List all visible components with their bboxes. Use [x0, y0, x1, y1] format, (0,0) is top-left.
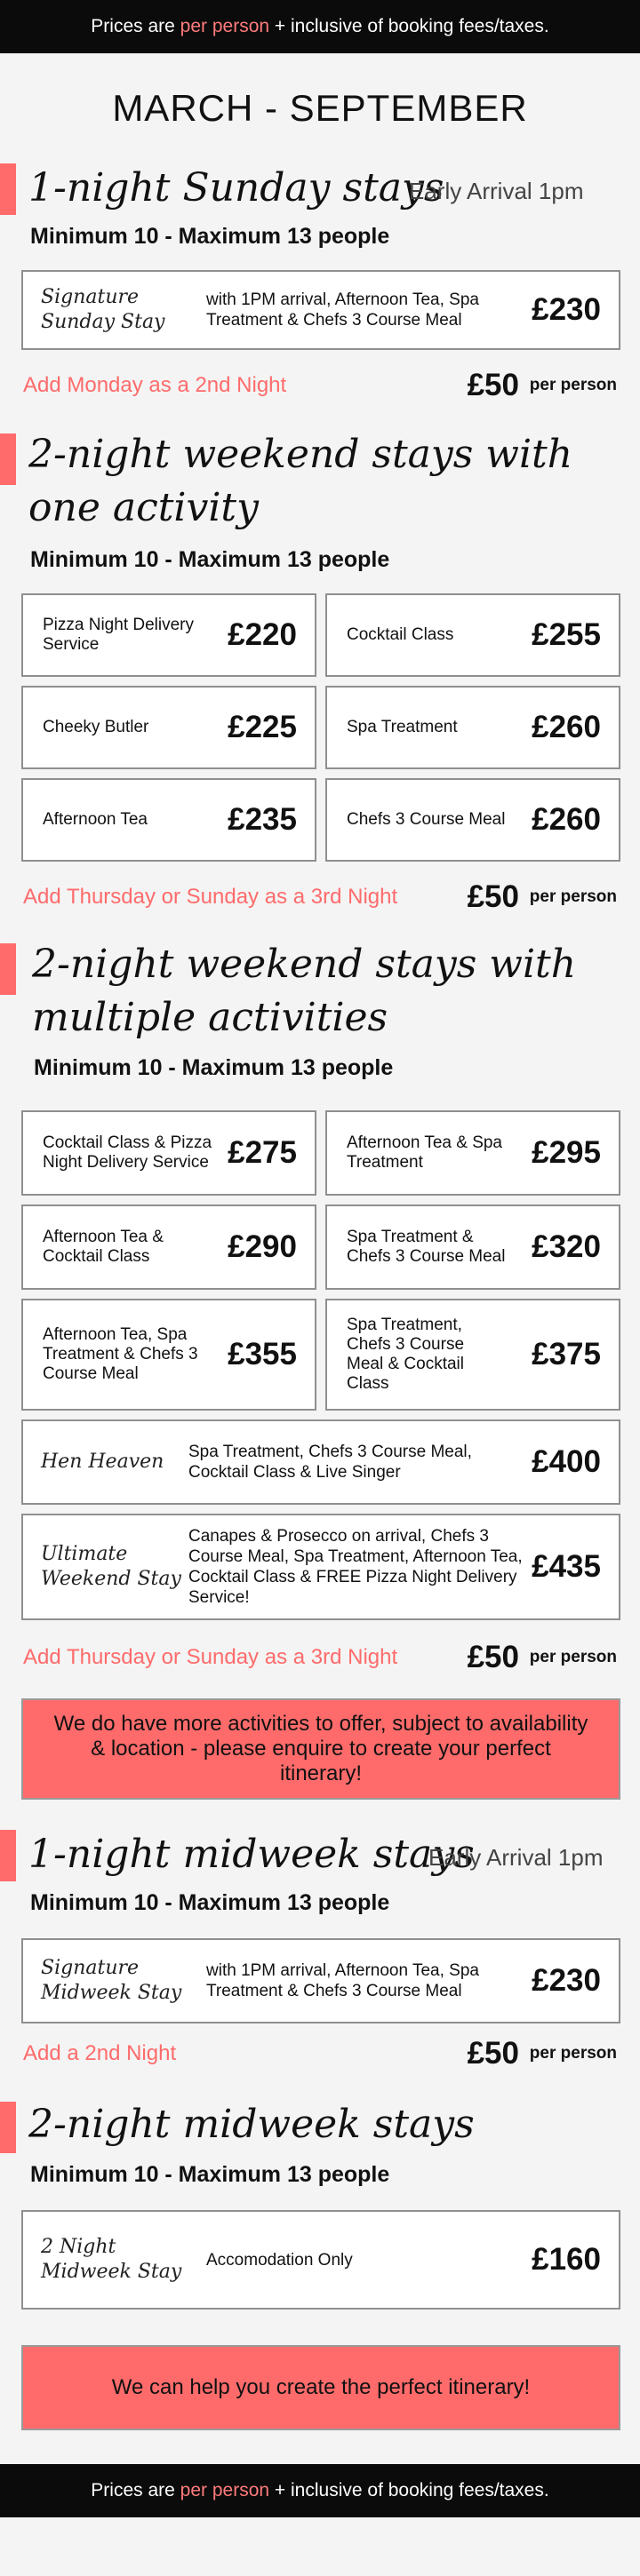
add-night-label: Add Thursday or Sunday as a 3rd Night — [23, 1645, 398, 1669]
package-card-2-night-midweek[interactable] — [21, 2210, 620, 2310]
package-price: £230 — [532, 1963, 601, 1998]
page-title: MARCH - SEPTEMBER — [112, 87, 528, 129]
package-price: £225 — [228, 710, 297, 744]
section-accent — [0, 1830, 16, 1881]
package-price: £355 — [228, 1337, 297, 1371]
min-max-people: Minimum 10 - Maximum 13 people — [30, 1890, 390, 1915]
package-card[interactable] — [325, 1110, 620, 1196]
add-night-price: £50 — [467, 368, 519, 402]
banner-pre: Prices are — [91, 16, 175, 36]
package-card-signature-sunday[interactable] — [21, 270, 620, 350]
add-night-label: Add Monday as a 2nd Night — [23, 373, 287, 397]
section-accent — [0, 433, 16, 485]
itinerary-cta[interactable]: We can help you create the perfect itinerary! — [21, 2345, 620, 2430]
package-description: Accomodation Only — [206, 2250, 353, 2270]
package-price: £260 — [532, 710, 601, 744]
add-night-price: £50 — [467, 1640, 519, 1674]
package-price: £320 — [532, 1229, 601, 1264]
package-name: Ultimate Weekend Stay — [41, 1543, 181, 1590]
package-card[interactable] — [21, 593, 316, 677]
package-name: Signature Sunday Stay — [41, 286, 165, 333]
package-name: Pizza Night Delivery Service — [43, 616, 194, 654]
add-night-price: £50 — [467, 879, 519, 914]
package-card[interactable] — [21, 1205, 316, 1290]
package-name: 2 Night Midweek Stay — [41, 2236, 182, 2283]
add-night-label: Add a 2nd Night — [23, 2041, 177, 2065]
package-price: £235 — [228, 802, 297, 837]
package-name: Signature Midweek Stay — [41, 1957, 182, 2004]
package-description: with 1PM arrival, Afternoon Tea, Spa Treatment & Chefs 3 Course Meal — [206, 1961, 479, 2000]
section-accent — [0, 163, 16, 215]
package-card[interactable] — [325, 593, 620, 677]
package-price: £400 — [532, 1444, 601, 1479]
package-price: £435 — [532, 1549, 601, 1584]
package-name: Spa Treatment, Chefs 3 Course Meal & Cocktail Class — [347, 1316, 465, 1393]
package-card[interactable] — [325, 778, 620, 862]
package-name: Afternoon Tea & Cocktail Class — [43, 1228, 164, 1266]
per-person-label: per person — [529, 2044, 617, 2063]
add-night-price: £50 — [467, 2036, 519, 2071]
package-card[interactable] — [21, 686, 316, 769]
package-description: Spa Treatment, Chefs 3 Course Meal, Cocktail Class & Live Singer — [188, 1443, 472, 1482]
min-max-people: Minimum 10 - Maximum 13 people — [30, 547, 390, 572]
section-title: 1-night midweek stays — [28, 1832, 475, 1877]
add-night-row — [23, 1640, 617, 1675]
section-title: 2-night weekend stays with one activity — [28, 432, 573, 530]
package-name: Afternoon Tea & Spa Treatment — [347, 1133, 502, 1172]
section-title: 1-night Sunday stays — [28, 165, 444, 211]
package-card-ultimate-weekend[interactable] — [21, 1514, 620, 1620]
package-card[interactable] — [21, 1299, 316, 1411]
add-night-label: Add Thursday or Sunday as a 3rd Night — [23, 885, 398, 909]
package-name: Afternoon Tea, Spa Treatment & Chefs 3 Course Meal — [43, 1325, 198, 1383]
package-price: £220 — [228, 617, 297, 652]
package-card[interactable] — [325, 686, 620, 769]
banner-pre: Prices are — [91, 2480, 175, 2500]
min-max-people: Minimum 10 - Maximum 13 people — [30, 2162, 390, 2187]
min-max-people: Minimum 10 - Maximum 13 people — [34, 1055, 394, 1080]
package-price: £260 — [532, 802, 601, 837]
more-activities-note: We do have more activities to offer, subject to availability & location - please enquire to create your perfect itinerary! — [21, 1698, 620, 1800]
package-card-signature-midweek[interactable] — [21, 1938, 620, 2023]
section-title: 2-night weekend stays with multiple activities — [32, 942, 577, 1040]
package-name: Afternoon Tea — [43, 810, 148, 829]
package-price: £290 — [228, 1229, 297, 1264]
package-price: £275 — [228, 1135, 297, 1170]
package-price: £230 — [532, 292, 601, 327]
package-card[interactable] — [21, 1110, 316, 1196]
banner-highlight: per person — [180, 2480, 270, 2500]
package-card[interactable] — [21, 778, 316, 862]
package-price: £375 — [532, 1337, 601, 1371]
package-description: Canapes & Prosecco on arrival, Chefs 3 Course Meal, Spa Treatment, Afternoon Tea, Cocktail Class & FREE Pizza Night Delivery Service! — [188, 1527, 523, 1607]
per-person-label: per person — [529, 376, 617, 394]
package-name: Cocktail Class & Pizza Night Delivery Service — [43, 1133, 212, 1172]
package-price: £295 — [532, 1135, 601, 1170]
section-title: 2-night midweek stays — [28, 2102, 475, 2147]
package-name: Chefs 3 Course Meal — [347, 810, 506, 829]
add-night-row — [23, 368, 617, 403]
per-person-label: per person — [529, 1648, 617, 1666]
add-night-row — [23, 879, 617, 915]
package-price: £160 — [532, 2242, 601, 2277]
package-name: Cocktail Class — [347, 625, 454, 644]
per-person-label: per person — [529, 887, 617, 906]
add-night-row — [23, 2036, 617, 2071]
package-card[interactable] — [325, 1299, 620, 1411]
bottom-banner — [0, 2464, 640, 2517]
min-max-people: Minimum 10 - Maximum 13 people — [30, 224, 390, 249]
early-arrival: Early Arrival 1pm — [428, 1844, 604, 1871]
banner-post: + inclusive of booking fees/taxes. — [274, 2480, 549, 2500]
banner-highlight: per person — [180, 16, 270, 36]
banner-post: + inclusive of booking fees/taxes. — [274, 16, 549, 36]
section-accent — [0, 943, 16, 995]
top-banner — [0, 0, 640, 53]
package-name: Cheeky Butler — [43, 718, 149, 736]
section-accent — [0, 2102, 16, 2153]
package-name: Spa Treatment & Chefs 3 Course Meal — [347, 1228, 506, 1266]
package-card-hen-heaven[interactable] — [21, 1419, 620, 1505]
package-price: £255 — [532, 617, 601, 652]
package-card[interactable] — [325, 1205, 620, 1290]
package-name: Spa Treatment — [347, 718, 458, 736]
package-description: with 1PM arrival, Afternoon Tea, Spa Treatment & Chefs 3 Course Meal — [206, 290, 479, 330]
package-name: Hen Heaven — [41, 1451, 164, 1473]
early-arrival: Early Arrival 1pm — [409, 178, 584, 204]
